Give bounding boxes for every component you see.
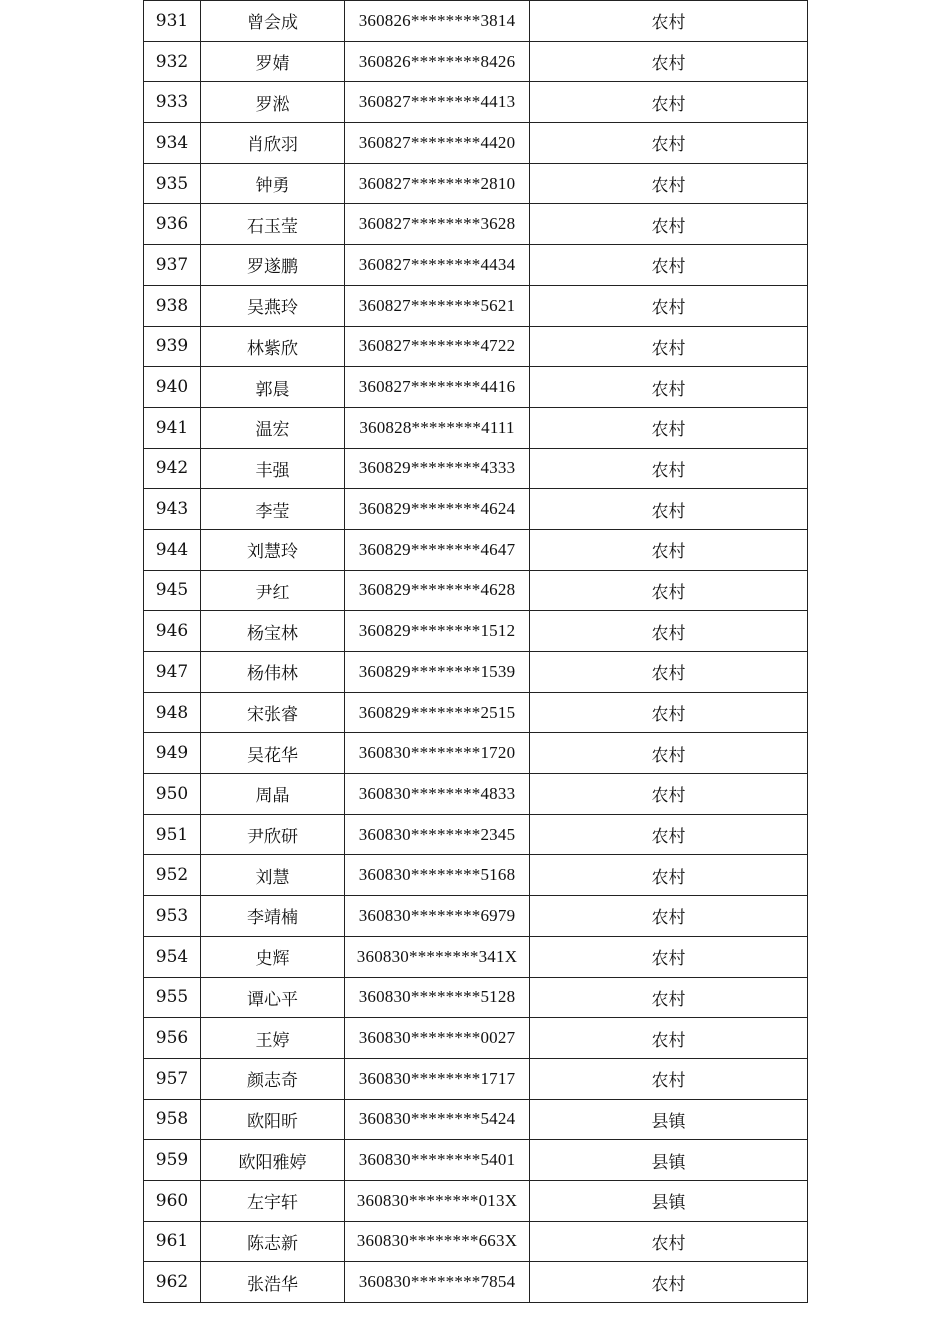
area-type: 农村	[530, 123, 808, 164]
id-number: 360830********5128	[345, 977, 530, 1018]
table-row	[144, 367, 808, 408]
table-row	[144, 611, 808, 652]
table-row	[144, 285, 808, 326]
table-row	[144, 570, 808, 611]
area-type: 农村	[530, 652, 808, 693]
table-row	[144, 123, 808, 164]
row-number: 940	[144, 367, 201, 408]
id-number: 360829********1512	[345, 611, 530, 652]
area-type: 农村	[530, 489, 808, 530]
row-number: 946	[144, 611, 201, 652]
row-number: 962	[144, 1262, 201, 1303]
person-name: 尹欣研	[201, 814, 345, 855]
person-name: 欧阳雅婷	[201, 1140, 345, 1181]
area-type: 农村	[530, 774, 808, 815]
area-type: 农村	[530, 1262, 808, 1303]
person-name: 周晶	[201, 774, 345, 815]
area-type: 农村	[530, 896, 808, 937]
person-name: 刘慧玲	[201, 529, 345, 570]
person-name: 罗遂鹏	[201, 245, 345, 286]
person-name: 曾会成	[201, 1, 345, 42]
area-type: 农村	[530, 82, 808, 123]
person-name: 罗淞	[201, 82, 345, 123]
area-type: 县镇	[530, 1140, 808, 1181]
area-type: 农村	[530, 326, 808, 367]
area-type: 农村	[530, 1018, 808, 1059]
row-number: 944	[144, 529, 201, 570]
person-name: 钟勇	[201, 163, 345, 204]
row-number: 958	[144, 1099, 201, 1140]
area-type: 县镇	[530, 1180, 808, 1221]
row-number: 955	[144, 977, 201, 1018]
id-number: 360830********7854	[345, 1262, 530, 1303]
row-number: 954	[144, 936, 201, 977]
table-row	[144, 936, 808, 977]
table-row	[144, 814, 808, 855]
table-row	[144, 1180, 808, 1221]
area-type: 农村	[530, 204, 808, 245]
row-number: 935	[144, 163, 201, 204]
id-number: 360829********4628	[345, 570, 530, 611]
area-type: 农村	[530, 855, 808, 896]
row-number: 957	[144, 1058, 201, 1099]
area-type: 农村	[530, 977, 808, 1018]
table-row	[144, 855, 808, 896]
table-row	[144, 448, 808, 489]
row-number: 941	[144, 407, 201, 448]
row-number: 945	[144, 570, 201, 611]
id-number: 360830********2345	[345, 814, 530, 855]
id-number: 360827********4413	[345, 82, 530, 123]
area-type: 农村	[530, 611, 808, 652]
person-name: 温宏	[201, 407, 345, 448]
person-name: 丰强	[201, 448, 345, 489]
area-type: 农村	[530, 1058, 808, 1099]
table-row	[144, 1058, 808, 1099]
area-type: 农村	[530, 692, 808, 733]
row-number: 959	[144, 1140, 201, 1181]
id-number: 360829********1539	[345, 652, 530, 693]
id-number: 360827********4434	[345, 245, 530, 286]
row-number: 932	[144, 41, 201, 82]
person-name: 刘慧	[201, 855, 345, 896]
row-number: 933	[144, 82, 201, 123]
area-type: 县镇	[530, 1099, 808, 1140]
id-number: 360830********1720	[345, 733, 530, 774]
area-type: 农村	[530, 936, 808, 977]
area-type: 农村	[530, 1, 808, 42]
id-number: 360826********3814	[345, 1, 530, 42]
person-name: 王婷	[201, 1018, 345, 1059]
id-number: 360829********4333	[345, 448, 530, 489]
row-number: 952	[144, 855, 201, 896]
id-number: 360828********4111	[345, 407, 530, 448]
table-row	[144, 1221, 808, 1262]
person-name: 李莹	[201, 489, 345, 530]
row-number: 938	[144, 285, 201, 326]
id-number: 360827********2810	[345, 163, 530, 204]
table-row	[144, 326, 808, 367]
table-row	[144, 774, 808, 815]
table-row	[144, 41, 808, 82]
id-number: 360827********4416	[345, 367, 530, 408]
id-number: 360827********4420	[345, 123, 530, 164]
person-name: 郭晨	[201, 367, 345, 408]
table-row	[144, 1140, 808, 1181]
person-name: 杨伟林	[201, 652, 345, 693]
table-row	[144, 1099, 808, 1140]
person-name: 颜志奇	[201, 1058, 345, 1099]
row-number: 947	[144, 652, 201, 693]
row-number: 937	[144, 245, 201, 286]
row-number: 948	[144, 692, 201, 733]
roster-table-body	[144, 1, 808, 1303]
area-type: 农村	[530, 1221, 808, 1262]
area-type: 农村	[530, 570, 808, 611]
person-name: 肖欣羽	[201, 123, 345, 164]
row-number: 934	[144, 123, 201, 164]
person-name: 张浩华	[201, 1262, 345, 1303]
table-row	[144, 489, 808, 530]
id-number: 360830********013X	[345, 1180, 530, 1221]
table-row	[144, 733, 808, 774]
area-type: 农村	[530, 245, 808, 286]
id-number: 360826********8426	[345, 41, 530, 82]
table-row	[144, 1262, 808, 1303]
person-name: 史辉	[201, 936, 345, 977]
id-number: 360829********4624	[345, 489, 530, 530]
row-number: 951	[144, 814, 201, 855]
row-number: 956	[144, 1018, 201, 1059]
table-row	[144, 163, 808, 204]
id-number: 360830********4833	[345, 774, 530, 815]
area-type: 农村	[530, 448, 808, 489]
table-row	[144, 82, 808, 123]
id-number: 360830********341X	[345, 936, 530, 977]
person-name: 欧阳昕	[201, 1099, 345, 1140]
table-row	[144, 204, 808, 245]
table-row	[144, 529, 808, 570]
id-number: 360830********5424	[345, 1099, 530, 1140]
table-row	[144, 652, 808, 693]
person-name: 宋张睿	[201, 692, 345, 733]
id-number: 360830********663X	[345, 1221, 530, 1262]
id-number: 360829********2515	[345, 692, 530, 733]
document-page	[143, 0, 807, 1303]
person-name: 尹红	[201, 570, 345, 611]
row-number: 950	[144, 774, 201, 815]
row-number: 943	[144, 489, 201, 530]
id-number: 360827********3628	[345, 204, 530, 245]
id-number: 360827********5621	[345, 285, 530, 326]
table-row	[144, 407, 808, 448]
row-number: 936	[144, 204, 201, 245]
row-number: 939	[144, 326, 201, 367]
area-type: 农村	[530, 367, 808, 408]
area-type: 农村	[530, 733, 808, 774]
person-name: 吴花华	[201, 733, 345, 774]
id-number: 360830********5401	[345, 1140, 530, 1181]
table-row	[144, 977, 808, 1018]
area-type: 农村	[530, 41, 808, 82]
person-name: 林紫欣	[201, 326, 345, 367]
person-name: 吴燕玲	[201, 285, 345, 326]
id-number: 360830********1717	[345, 1058, 530, 1099]
row-number: 960	[144, 1180, 201, 1221]
table-row	[144, 1, 808, 42]
person-name: 李靖楠	[201, 896, 345, 937]
table-row	[144, 692, 808, 733]
person-name: 罗婧	[201, 41, 345, 82]
person-name: 陈志新	[201, 1221, 345, 1262]
person-name: 杨宝林	[201, 611, 345, 652]
area-type: 农村	[530, 814, 808, 855]
area-type: 农村	[530, 407, 808, 448]
id-number: 360830********6979	[345, 896, 530, 937]
person-name: 石玉莹	[201, 204, 345, 245]
row-number: 953	[144, 896, 201, 937]
id-number: 360830********5168	[345, 855, 530, 896]
roster-table	[143, 0, 808, 1303]
row-number: 949	[144, 733, 201, 774]
table-row	[144, 896, 808, 937]
person-name: 谭心平	[201, 977, 345, 1018]
area-type: 农村	[530, 529, 808, 570]
id-number: 360827********4722	[345, 326, 530, 367]
row-number: 931	[144, 1, 201, 42]
row-number: 942	[144, 448, 201, 489]
person-name: 左宇轩	[201, 1180, 345, 1221]
table-row	[144, 1018, 808, 1059]
id-number: 360830********0027	[345, 1018, 530, 1059]
table-row	[144, 245, 808, 286]
area-type: 农村	[530, 285, 808, 326]
row-number: 961	[144, 1221, 201, 1262]
area-type: 农村	[530, 163, 808, 204]
id-number: 360829********4647	[345, 529, 530, 570]
